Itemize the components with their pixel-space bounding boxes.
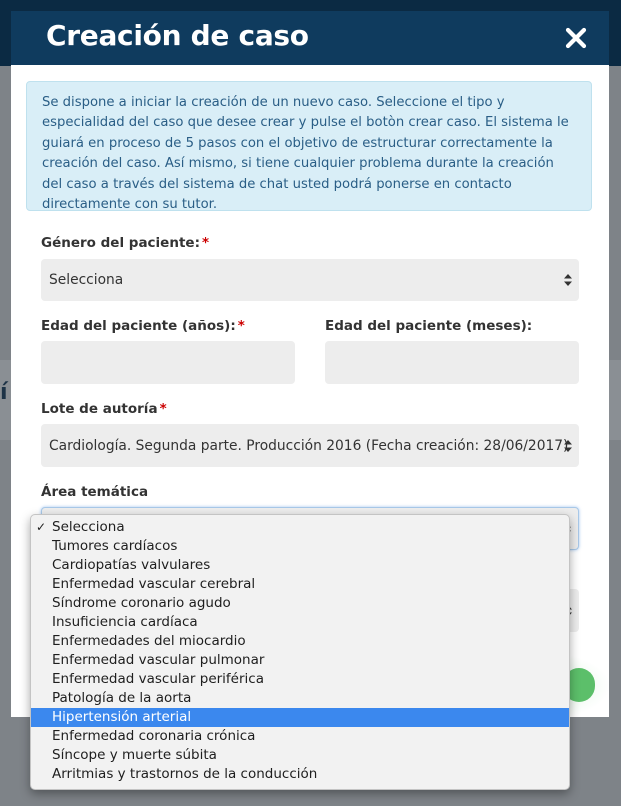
dropdown-option-label: Tumores cardíacos	[52, 538, 178, 554]
modal-header	[11, 11, 609, 65]
dropdown-option[interactable]	[31, 518, 569, 537]
dropdown-option-label: Insuficiencia cardíaca	[52, 614, 198, 630]
info-alert: Se dispone a iniciar la creación de un nuevo caso. Seleccione el tipo y especialidad del caso que desee crear y pulse el botòn crear caso. El sistema le guiará en proceso de 5 pasos con el objetivo de estructurar correctamente la creación del caso. Así mismo, si tiene cualquier problema durante la creación del caso a través del sistema de chat usted podrá ponerse en contacto directamente con su tutor.	[26, 81, 592, 211]
lote-select-value: Cardiología. Segunda parte. Producción 2016 (Fecha creación: 28/06/2017)	[49, 437, 569, 454]
dropdown-option-label: Arritmias y trastornos de la conducción	[52, 766, 318, 782]
close-icon[interactable]	[563, 25, 589, 51]
dropdown-option-label: Enfermedad vascular cerebral	[52, 576, 256, 592]
dropdown-option-label: Hipertensión arterial	[52, 709, 192, 725]
area-label-text: Área temática	[41, 484, 149, 500]
required-asterisk: *	[159, 401, 167, 417]
dropdown-option[interactable]	[31, 727, 569, 746]
dropdown-option[interactable]	[31, 594, 569, 613]
dropdown-option[interactable]	[31, 689, 569, 708]
background-heading-fragment: í	[0, 380, 8, 405]
select-arrows-icon	[563, 439, 573, 453]
check-icon: ✓	[36, 520, 47, 534]
dropdown-option[interactable]	[31, 537, 569, 556]
edad-meses-input[interactable]	[325, 341, 579, 384]
lote-select[interactable]	[41, 424, 579, 467]
dropdown-option[interactable]	[31, 708, 569, 727]
dropdown-option-label: Cardiopatías valvulares	[52, 557, 211, 573]
modal-title: Creación de caso	[46, 19, 309, 52]
required-asterisk: *	[201, 235, 210, 251]
edad-anios-label-text: Edad del paciente (años):	[41, 318, 236, 334]
required-asterisk: *	[237, 318, 245, 334]
dropdown-option[interactable]	[31, 556, 569, 575]
dropdown-option-label: Enfermedades del miocardio	[52, 633, 246, 649]
dropdown-option-label: Síndrome coronario agudo	[52, 595, 231, 611]
genero-label	[41, 235, 209, 251]
edad-anios-label	[41, 318, 245, 334]
dropdown-option-label: Enfermedad coronaria crónica	[52, 728, 256, 744]
dropdown-option-label: Síncope y muerte súbita	[52, 747, 217, 763]
dropdown-option[interactable]	[31, 632, 569, 651]
dropdown-option-label: Enfermedad vascular pulmonar	[52, 652, 265, 668]
dropdown-option[interactable]	[31, 765, 569, 784]
edad-anios-input[interactable]	[41, 341, 295, 384]
genero-select-value: Selecciona	[49, 272, 124, 288]
dropdown-option[interactable]	[31, 670, 569, 689]
lote-label	[41, 401, 167, 417]
dropdown-option-label: Patología de la aorta	[52, 690, 192, 706]
dropdown-option-label: Selecciona	[52, 519, 125, 535]
genero-label-text: Género del paciente:	[41, 235, 200, 251]
dropdown-option[interactable]	[31, 575, 569, 594]
edad-meses-label-text: Edad del paciente (meses):	[325, 318, 533, 334]
genero-select[interactable]	[41, 259, 579, 301]
area-label	[41, 484, 148, 500]
dropdown-option[interactable]	[31, 746, 569, 765]
dropdown-option[interactable]	[31, 613, 569, 632]
edad-meses-label	[325, 318, 532, 334]
area-dropdown-list[interactable]	[30, 514, 570, 790]
dropdown-option[interactable]	[31, 651, 569, 670]
select-arrows-icon	[563, 273, 573, 287]
dropdown-option-label: Enfermedad vascular periférica	[52, 671, 264, 687]
lote-label-text: Lote de autoría	[41, 401, 158, 417]
